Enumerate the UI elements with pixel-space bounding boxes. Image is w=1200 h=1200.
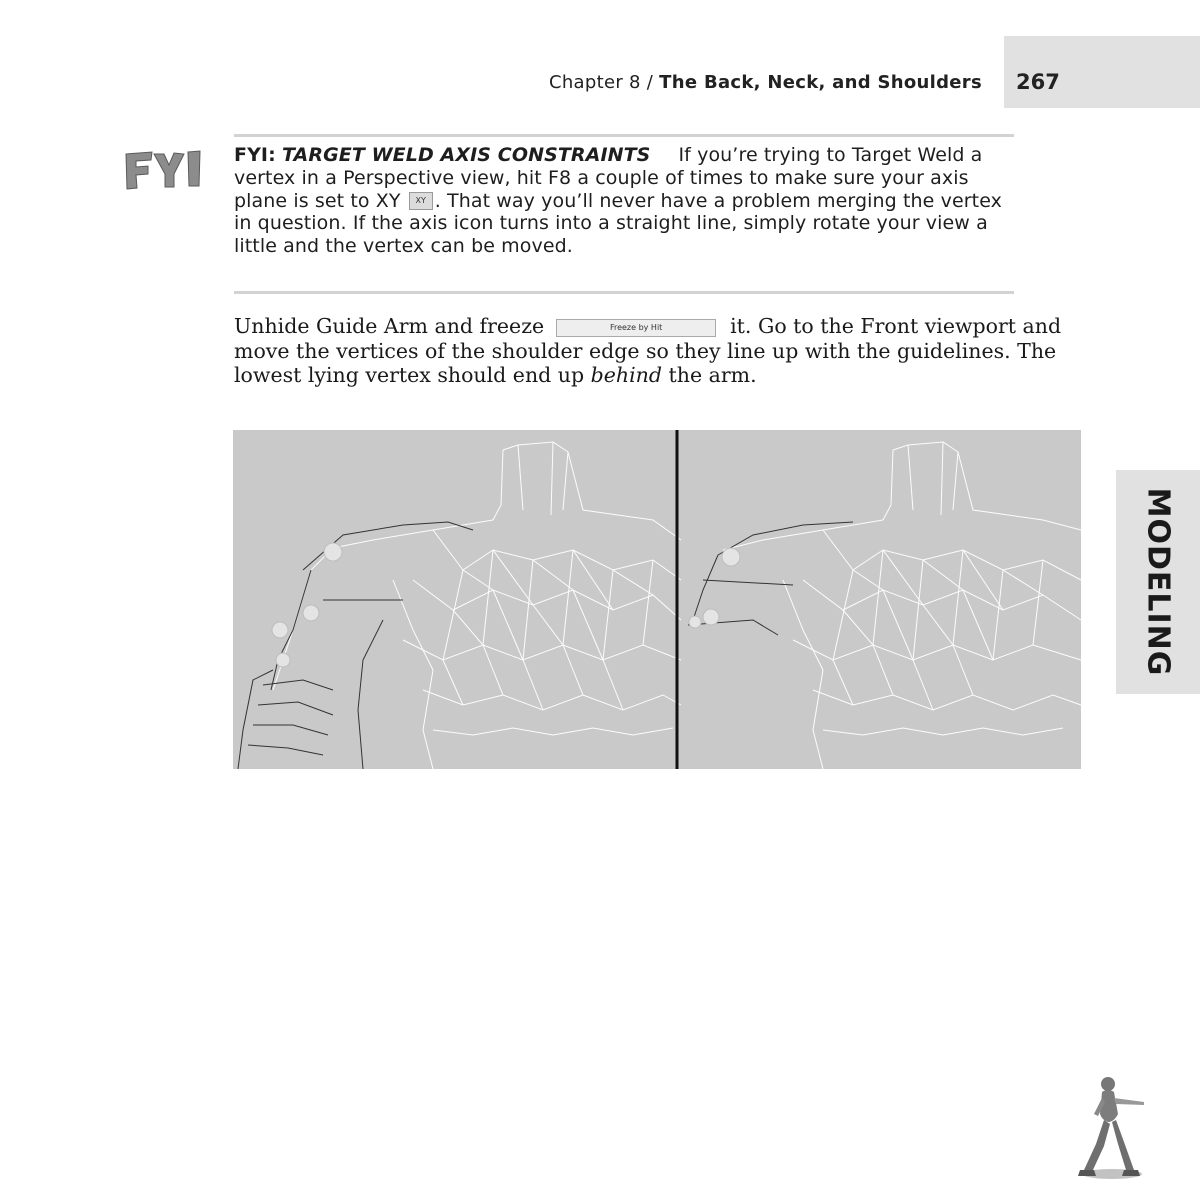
wireframe-figure [233,430,1081,769]
chapter-title: The Back, Neck, and Shoulders [659,72,982,93]
body-paragraph [234,314,1094,388]
fyi-top-rule [234,134,1014,137]
chapter-label: Chapter 8 [548,72,641,93]
fyi-icon-text: FYI [22,48,24,49]
fyi-lead: FYI: [234,144,276,166]
body-part3: the arm. [668,363,757,388]
xy-plane-button: XY [409,192,433,210]
figure-mascot-icon [1074,1074,1154,1180]
fyi-note [234,144,1024,258]
page-number: 267 [1016,70,1060,94]
header-separator: / [646,72,654,93]
section-side-label: MODELING [1140,487,1176,677]
fyi-title: TARGET WELD AXIS CONSTRAINTS [281,144,651,166]
freeze-by-hit-button: Freeze by Hit [556,319,716,337]
body-part1: Unhide Guide Arm and freeze [234,314,545,338]
fyi-bottom-rule [234,291,1014,294]
running-header [549,72,982,93]
body-emphasis: behind [590,363,662,388]
body-part2: it. Go to the Front viewport and move the vertices of the shoulder edge so they line up with the guidelines. The lowest lying vertex should end up [234,314,1062,388]
fyi-icon [22,48,206,192]
fyi-text-part2: . That way you’ll never have a problem merging the vertex in question. If the axis icon turns into a straight line, simply rotate your view a little and the vertex can be moved. [234,189,1002,258]
fyi-text-part1: If you’re trying to Target Weld a vertex in a Perspective view, hit F8 a couple of times to make sure your axis plane is set to XY [234,144,983,212]
